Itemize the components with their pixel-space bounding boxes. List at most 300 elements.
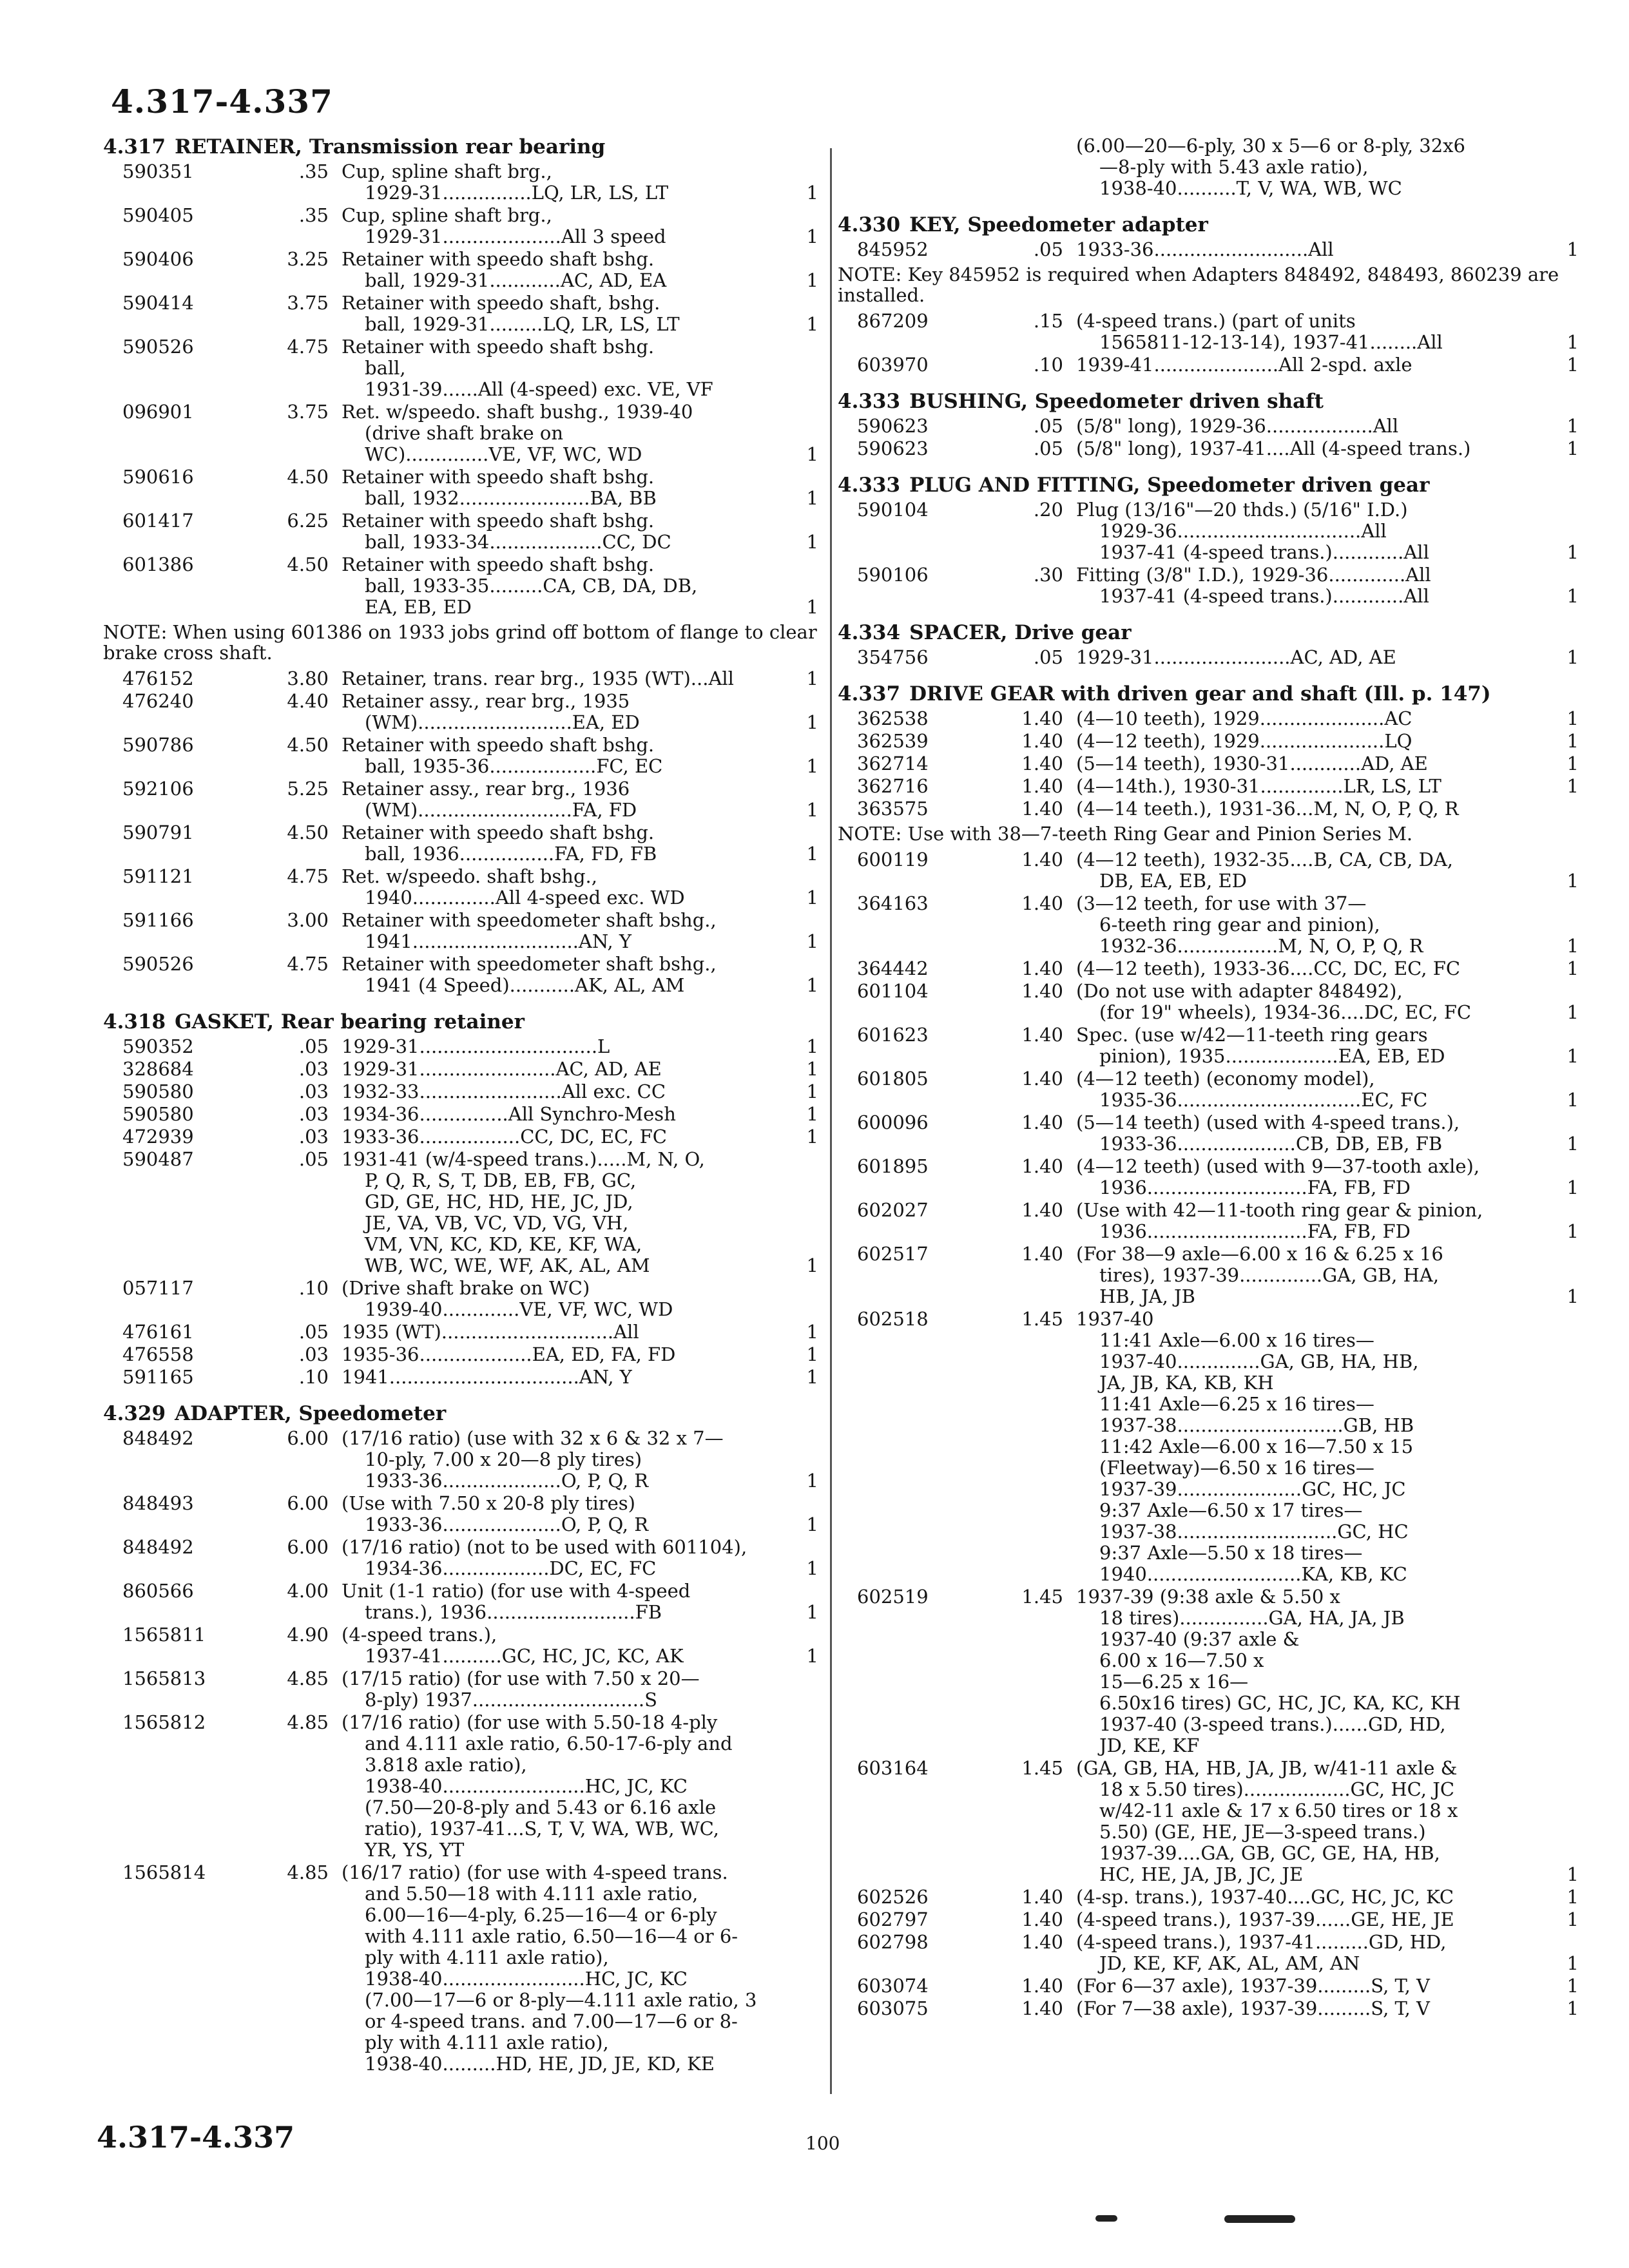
quantity: 1 <box>1566 957 1579 979</box>
description-line: ball, 1933-35.........CA, CB, DA, DB, <box>365 575 698 597</box>
description-line: 1941............................AN, Y <box>365 931 631 952</box>
page-number: 100 <box>805 2133 840 2154</box>
part-number: 364163 <box>857 892 929 914</box>
price: 1.40 <box>1021 1111 1063 1133</box>
price: .05 <box>1033 415 1063 437</box>
parts-entry <box>838 753 1579 774</box>
price: 1.40 <box>1021 1931 1063 1953</box>
description-line: 1939-41.....................All 2-spd. axle <box>1076 354 1412 376</box>
price: 1.40 <box>1021 1024 1063 1046</box>
description <box>1076 438 1550 459</box>
price: 1.40 <box>1021 980 1063 1002</box>
part-number: 601386 <box>122 553 194 575</box>
description <box>342 1036 794 1057</box>
parts-entry <box>838 239 1579 260</box>
description-line: 1937-40..............GA, GB, HA, HB, <box>1099 1351 1419 1372</box>
quantity: 1 <box>806 1254 818 1276</box>
description-line: 11:41 Axle—6.25 x 16 tires— <box>1099 1394 1374 1415</box>
description-line: (7.50—20-8-ply and 5.43 or 6.16 axle <box>365 1797 717 1818</box>
part-number: 601623 <box>857 1024 929 1046</box>
quantity: 1 <box>1566 541 1579 563</box>
part-number: 590104 <box>857 499 929 521</box>
description <box>1076 1156 1550 1198</box>
quantity: 1 <box>1566 1089 1579 1111</box>
parts-entry <box>103 205 818 247</box>
price: 1.40 <box>1021 892 1063 914</box>
description-line: (5/8" long), 1929-36..................All <box>1076 416 1399 437</box>
quantity: 1 <box>1566 1908 1579 1930</box>
page-title: 4.317-4.337 <box>111 82 333 120</box>
column-divider <box>830 148 832 2094</box>
description-line: 8-ply) 1937.............................S <box>365 1689 658 1711</box>
part-number: 603164 <box>857 1757 929 1779</box>
description-line: Fitting (3/8" I.D.), 1929-36.............All <box>1076 564 1431 586</box>
part-number: 601417 <box>122 510 194 532</box>
parts-entry <box>838 1909 1579 1930</box>
description <box>1076 958 1550 979</box>
price: 1.40 <box>1021 1886 1063 1908</box>
description <box>342 1668 794 1711</box>
scan-smudge-2 <box>1224 2215 1295 2223</box>
description-line: (17/16 ratio) (for use with 5.50-18 4-ply <box>342 1712 718 1733</box>
description-line: (4—12 teeth) (economy model), <box>1076 1068 1375 1090</box>
description-line: —8-ply with 5.43 axle ratio), <box>1099 157 1369 178</box>
parts-entry <box>103 1624 818 1667</box>
part-number: 848492 <box>122 1427 194 1449</box>
description-line: (16/17 ratio) (for use with 4-speed trans. <box>342 1862 728 1883</box>
parts-entry <box>838 1998 1579 2019</box>
description-line: ball, 1936................FA, FD, FB <box>365 843 657 865</box>
description-line: (Use with 7.50 x 20-8 ply tires) <box>342 1493 635 1514</box>
parts-entry <box>838 776 1579 797</box>
description-line: 6.00 x 16—7.50 x <box>1099 1650 1264 1671</box>
description-line: (17/16 ratio) (not to be used with 601104), <box>342 1537 747 1558</box>
section-heading <box>838 474 1579 497</box>
description-line: (4-speed trans.), 1937-39......GE, HE, JE <box>1076 1909 1454 1930</box>
parts-entry <box>838 1156 1579 1198</box>
part-number: 590623 <box>857 415 929 437</box>
price: .03 <box>298 1081 329 1102</box>
description <box>1076 1998 1550 2019</box>
description-line: (4—12 teeth), 1929.....................LQ <box>1076 731 1412 752</box>
parts-entry <box>103 1367 818 1388</box>
description-line: 1929-36...............................All <box>1099 521 1387 542</box>
description <box>342 1537 794 1579</box>
description-line: with 4.111 axle ratio, 6.50—16—4 or 6- <box>365 1926 738 1947</box>
part-number: 590487 <box>122 1148 194 1170</box>
description-line: 1934-36...............All Synchro-Mesh <box>342 1104 676 1125</box>
quantity: 1 <box>806 487 818 509</box>
description <box>342 778 794 821</box>
price: 4.50 <box>287 734 329 756</box>
description-line: 1929-31....................All 3 speed <box>365 226 666 247</box>
part-number: 602027 <box>857 1199 929 1221</box>
description-line: 1931-39......All (4-speed) exc. VE, VF <box>365 379 713 400</box>
description-line: Retainer with speedo shaft bshg. <box>342 466 655 488</box>
description <box>1076 1309 1550 1585</box>
description-line: Retainer with speedo shaft bshg. <box>342 510 655 532</box>
description-line: YR, YS, YT <box>365 1840 465 1861</box>
part-number: 590526 <box>122 953 194 975</box>
description <box>342 1278 794 1320</box>
parts-entry <box>103 401 818 465</box>
description-line: Retainer with speedo shaft, bshg. <box>342 293 660 314</box>
description <box>1076 1068 1550 1111</box>
description-line: 1932-36.................M, N, O, P, Q, R <box>1099 936 1423 957</box>
price: 1.45 <box>1021 1757 1063 1779</box>
part-number: 592106 <box>122 778 194 800</box>
price: 4.75 <box>287 336 329 358</box>
description <box>342 822 794 865</box>
continued-description <box>1076 135 1550 199</box>
parts-entry <box>838 1068 1579 1111</box>
description-line: 1937-40 (3-speed trans.)......GD, HD, <box>1099 1714 1446 1735</box>
price: .10 <box>298 1366 329 1388</box>
price: 4.85 <box>287 1711 329 1733</box>
part-number: 590351 <box>122 160 194 182</box>
quantity: 1 <box>1566 1045 1579 1067</box>
quantity: 1 <box>1566 1975 1579 1997</box>
part-number: 1565813 <box>122 1667 206 1689</box>
quantity: 1 <box>806 1470 818 1492</box>
description-line: (4—10 teeth), 1929.....................AC <box>1076 708 1412 729</box>
description-line: (4—12 teeth), 1932-35....B, CA, CB, DA, <box>1076 849 1453 870</box>
description-line: 1929-31..............................L <box>342 1036 610 1057</box>
parts-entry <box>838 981 1579 1023</box>
price: .20 <box>1033 499 1063 521</box>
description-line: (4—14 teeth.), 1931-36...M, N, O, P, Q, R <box>1076 798 1459 820</box>
description-line: Retainer with speedo shaft bshg. <box>342 554 655 575</box>
price: .05 <box>298 1321 329 1343</box>
price: 1.40 <box>1021 707 1063 729</box>
quantity: 1 <box>806 1126 818 1148</box>
quantity: 1 <box>1566 437 1579 459</box>
description-line: 1929-31...............LQ, LR, LS, LT <box>365 182 669 204</box>
description <box>1076 849 1550 892</box>
price: 4.75 <box>287 865 329 887</box>
part-number: 601895 <box>857 1155 929 1177</box>
description <box>342 668 794 689</box>
section-number: 4.333 <box>838 390 901 413</box>
description <box>342 1344 794 1365</box>
description-line: 1937-41 (4-speed trans.)............All <box>1099 542 1429 563</box>
description <box>1076 1112 1550 1155</box>
scan-smudge-1 <box>1095 2215 1117 2222</box>
description-line: 1939-40.............VE, VF, WC, WD <box>365 1299 673 1320</box>
part-number: 590405 <box>122 204 194 226</box>
price: .05 <box>1033 437 1063 459</box>
description <box>342 554 794 618</box>
description <box>342 161 794 204</box>
description <box>1076 1932 1550 1974</box>
parts-entry <box>103 1149 818 1276</box>
description-line: 1933-36....................O, P, Q, R <box>365 1514 649 1535</box>
price: .15 <box>1033 310 1063 332</box>
description-line: (drive shaft brake on <box>365 423 564 444</box>
section-heading <box>838 390 1579 413</box>
description-line: 1933-36....................CB, DB, EB, FB <box>1099 1133 1443 1155</box>
description-line: and 4.111 axle ratio, 6.50-17-6-ply and <box>365 1733 733 1754</box>
description-line: (5—14 teeth) (used with 4-speed trans.), <box>1076 1112 1460 1133</box>
quantity: 1 <box>1566 1285 1579 1307</box>
description-line: 5.50) (GE, HE, JE—3-speed trans.) <box>1099 1821 1426 1843</box>
part-number: 362539 <box>857 730 929 752</box>
description <box>342 1493 794 1535</box>
part-number: 602798 <box>857 1931 929 1953</box>
part-number: 476558 <box>122 1343 194 1365</box>
description-line: Retainer with speedo shaft bshg. <box>342 822 655 843</box>
description-line: (for 19" wheels), 1934-36....DC, EC, FC <box>1099 1002 1472 1023</box>
part-number: 1565812 <box>122 1711 206 1733</box>
description <box>342 466 794 509</box>
parts-entry <box>838 354 1579 376</box>
parts-entry <box>838 849 1579 892</box>
part-number: 848493 <box>122 1492 194 1514</box>
price: 3.75 <box>287 401 329 423</box>
description-line: HC, HE, JA, JB, JC, JE <box>1099 1864 1304 1885</box>
description-line: Retainer with speedo shaft bshg. <box>342 249 655 270</box>
price: .05 <box>1033 238 1063 260</box>
quantity: 1 <box>806 668 818 689</box>
description <box>1076 1200 1550 1242</box>
description-line: ball, 1935-36..................FC, EC <box>365 756 663 777</box>
price: .03 <box>298 1058 329 1080</box>
description-line: 1937-40 <box>1076 1309 1154 1330</box>
parts-entry <box>103 1668 818 1711</box>
price: 1.45 <box>1021 1308 1063 1330</box>
quantity: 1 <box>806 313 818 335</box>
price: 3.80 <box>287 668 329 689</box>
quantity: 1 <box>1566 775 1579 797</box>
section-note: NOTE: When using 601386 on 1933 jobs grind off bottom of flange to clear brake cross shaft. <box>103 621 817 664</box>
description-line: Retainer, trans. rear brg., 1935 (WT)...All <box>342 668 734 689</box>
price: 4.50 <box>287 822 329 843</box>
section-number: 4.337 <box>838 682 901 706</box>
quantity: 1 <box>1566 730 1579 752</box>
section-number: 4.334 <box>838 621 901 644</box>
price: .05 <box>298 1035 329 1057</box>
quantity: 1 <box>806 1058 818 1080</box>
description-line: (5/8" long), 1937-41....All (4-speed trans.) <box>1076 438 1471 459</box>
description-line: (7.00—17—6 or 8-ply—4.111 axle ratio, 3 <box>365 1990 757 2011</box>
description-line: 1940..............All 4-speed exc. WD <box>365 887 685 908</box>
quantity: 1 <box>1566 238 1579 260</box>
left-column <box>103 135 818 2075</box>
parts-entry <box>838 1586 1579 1756</box>
description-line: 1937-40 (9:37 axle & <box>1099 1629 1300 1650</box>
parts-entry <box>103 1537 818 1579</box>
description-line: trans.), 1936.........................FB <box>365 1602 662 1623</box>
quantity: 1 <box>1566 1997 1579 2019</box>
price: 4.50 <box>287 553 329 575</box>
parts-entry <box>103 1321 818 1343</box>
price: 1.40 <box>1021 849 1063 870</box>
parts-entry <box>838 708 1579 729</box>
quantity: 1 <box>1566 707 1579 729</box>
parts-entry <box>838 1024 1579 1067</box>
parts-entry <box>838 1887 1579 1908</box>
quantity: 1 <box>806 269 818 291</box>
parts-entry <box>103 1581 818 1623</box>
description-line: 1941................................AN, Y <box>342 1367 632 1388</box>
parts-entry <box>838 311 1579 353</box>
part-number: 602519 <box>857 1586 929 1608</box>
parts-entry <box>838 893 1579 957</box>
description <box>1076 708 1550 729</box>
part-number: 845952 <box>857 238 929 260</box>
part-number: 603074 <box>857 1975 929 1997</box>
part-number: 590406 <box>122 248 194 270</box>
description <box>1076 1887 1550 1908</box>
description <box>342 510 794 553</box>
part-number: 362716 <box>857 775 929 797</box>
section-title: DRIVE GEAR with driven gear and shaft (Ill. p. 147) <box>909 682 1491 706</box>
parts-entry <box>103 1428 818 1492</box>
description-line: 15—6.25 x 16— <box>1099 1671 1249 1693</box>
parts-entry <box>103 910 818 952</box>
price: 4.90 <box>287 1624 329 1646</box>
section-title: RETAINER, Transmission rear bearing <box>175 135 606 159</box>
quantity: 1 <box>1566 1886 1579 1908</box>
price: 1.40 <box>1021 1199 1063 1221</box>
parts-entry <box>103 249 818 291</box>
quantity: 1 <box>1566 331 1579 353</box>
description <box>342 910 794 952</box>
description-line: or 4-speed trans. and 7.00—17—6 or 8- <box>365 2011 738 2032</box>
quantity: 1 <box>806 799 818 821</box>
quantity: 1 <box>806 1035 818 1057</box>
description <box>342 1321 794 1343</box>
section-heading <box>838 213 1579 236</box>
parts-entry <box>103 954 818 996</box>
parts-entry <box>103 866 818 908</box>
description-line: Retainer with speedo shaft bshg. <box>342 336 655 358</box>
quantity: 1 <box>1566 415 1579 437</box>
description-line: 6.00—16—4-ply, 6.25—16—4 or 6-ply <box>365 1905 717 1926</box>
description <box>342 401 794 465</box>
price: 4.00 <box>287 1580 329 1602</box>
part-number: 590352 <box>122 1035 194 1057</box>
section-note: NOTE: Key 845952 is required when Adapters 848492, 848493, 860239 are installed. <box>838 264 1559 306</box>
quantity: 1 <box>1566 1133 1579 1155</box>
quantity: 1 <box>1566 354 1579 376</box>
part-number: 602526 <box>857 1886 929 1908</box>
part-number: 860566 <box>122 1580 194 1602</box>
parts-entry <box>838 499 1579 563</box>
part-number: 600096 <box>857 1111 929 1133</box>
quantity: 1 <box>806 596 818 618</box>
description-line: 3.818 axle ratio), <box>365 1754 527 1776</box>
part-number: 591166 <box>122 909 194 931</box>
parts-entry <box>838 438 1579 459</box>
part-number: 590791 <box>122 822 194 843</box>
description-line: 1933-36....................O, P, Q, R <box>365 1470 649 1492</box>
parts-entry <box>103 1493 818 1535</box>
description-line: 1936...........................FA, FB, FD <box>1099 1177 1411 1198</box>
price: 4.85 <box>287 1667 329 1689</box>
description-line: 11:41 Axle—6.00 x 16 tires— <box>1099 1330 1374 1351</box>
price: 4.85 <box>287 1861 329 1883</box>
description <box>342 205 794 247</box>
parts-entry <box>103 778 818 821</box>
description-line: and 5.50—18 with 4.111 axle ratio, <box>365 1883 699 1905</box>
description <box>342 1428 794 1492</box>
description <box>342 1367 794 1388</box>
price: .30 <box>1033 564 1063 586</box>
quantity: 1 <box>806 443 818 465</box>
description <box>342 1712 794 1861</box>
description-line: (Use with 42—11-tooth ring gear & pinion, <box>1076 1200 1483 1221</box>
quantity: 1 <box>806 930 818 952</box>
description <box>342 1624 794 1667</box>
description <box>1076 311 1550 353</box>
description-line: (For 6—37 axle), 1937-39.........S, T, V <box>1076 1975 1430 1997</box>
description-line: (17/15 ratio) (for use with 7.50 x 20— <box>342 1668 700 1689</box>
description-line: 1937-39....GA, GB, GC, GE, HA, HB, <box>1099 1843 1440 1864</box>
description <box>1076 893 1550 957</box>
parts-entry <box>838 1932 1579 1974</box>
description-line: 1940..........................KA, KB, KC <box>1099 1564 1407 1585</box>
quantity: 1 <box>1566 1001 1579 1023</box>
quantity: 1 <box>806 1103 818 1125</box>
description-line: 1937-41 (4-speed trans.)............All <box>1099 586 1429 607</box>
description-line: 1933-36.................CC, DC, EC, FC <box>342 1126 667 1148</box>
parts-entry <box>103 1278 818 1320</box>
price: 5.25 <box>287 778 329 800</box>
price: 1.40 <box>1021 1908 1063 1930</box>
description <box>342 293 794 335</box>
price: 1.40 <box>1021 1975 1063 1997</box>
part-number: 476152 <box>122 668 194 689</box>
price: 3.00 <box>287 909 329 931</box>
part-number: 476240 <box>122 690 194 712</box>
part-number: 363575 <box>857 798 929 820</box>
quantity: 1 <box>806 887 818 908</box>
part-number: 1565814 <box>122 1861 206 1883</box>
parts-entry <box>838 1200 1579 1242</box>
parts-entry <box>103 691 818 733</box>
parts-entry <box>838 731 1579 752</box>
part-number: 590414 <box>122 292 194 314</box>
description-line: 1937-39.....................GC, HC, JC <box>1099 1479 1406 1500</box>
description <box>1076 798 1550 820</box>
description-line: 6-teeth ring gear and pinion), <box>1099 914 1380 936</box>
description-line: GD, GE, HC, HD, HE, JC, JD, <box>365 1191 633 1213</box>
part-number: 364442 <box>857 957 929 979</box>
description-line: Retainer assy., rear brg., 1935 <box>342 691 630 712</box>
description-line: (Fleetway)—6.50 x 16 tires— <box>1099 1457 1374 1479</box>
description-line: 1938-40..........T, V, WA, WB, WC <box>1099 178 1402 199</box>
parts-entry <box>103 735 818 777</box>
part-number: 590580 <box>122 1081 194 1102</box>
price: 4.75 <box>287 953 329 975</box>
description-line: (4-sp. trans.), 1937-40....GC, HC, JC, KC <box>1076 1887 1454 1908</box>
part-number: 602517 <box>857 1243 929 1265</box>
description <box>342 249 794 291</box>
description-line: (For 38—9 axle—6.00 x 16 & 6.25 x 16 <box>1076 1244 1443 1265</box>
part-number: 601805 <box>857 1068 929 1090</box>
quantity: 1 <box>806 1514 818 1535</box>
description-line: 18 tires)...............GA, HA, JA, JB <box>1099 1608 1405 1629</box>
description-line: 1938-40.........HD, HE, JD, JE, KD, KE <box>365 2053 715 2075</box>
description-line: (Do not use with adapter 848492), <box>1076 981 1403 1002</box>
description-line: 1933-36..........................All <box>1076 239 1334 260</box>
section-heading <box>838 621 1579 644</box>
part-number: 354756 <box>857 646 929 668</box>
description-line: 11:42 Axle—6.00 x 16—7.50 x 15 <box>1099 1436 1414 1457</box>
quantity: 1 <box>1566 1177 1579 1198</box>
description <box>1076 981 1550 1023</box>
